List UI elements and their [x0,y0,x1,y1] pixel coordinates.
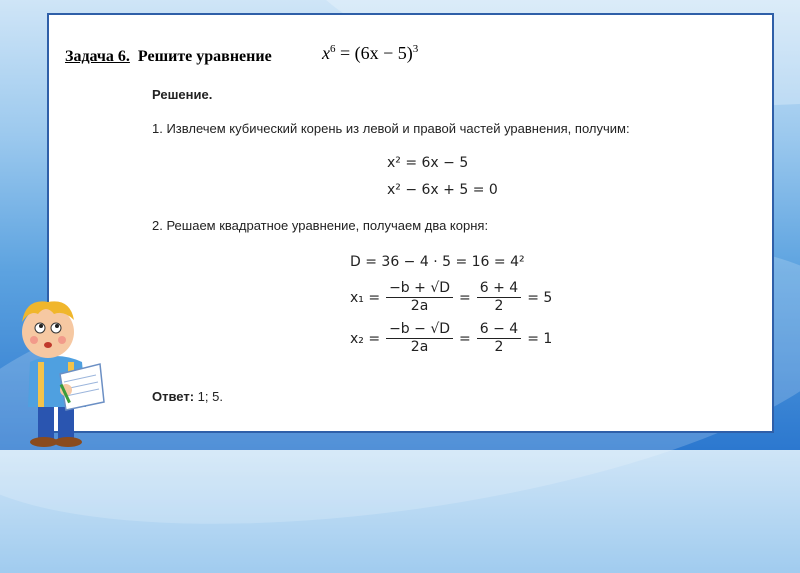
task-equation [322,43,418,64]
root-1-numeric-denominator: 2 [494,298,504,314]
answer-value: 1; 5. [194,389,223,404]
root-2-lhs: x₂ = [350,330,381,347]
root-1-general-numerator: −b + √D [386,280,453,298]
discriminant-equation: D = 36 − 4 · 5 = 16 = 4² [350,254,525,270]
step-1-text: 1. Извлечем кубический корень из левой и правой частей уравнения, получим: [152,121,630,136]
task-eq-exp-left: 6 [330,43,336,55]
root-1-numeric-numerator: 6 + 4 [477,280,521,298]
slide-panel [47,13,774,433]
equals-sign: = [459,289,471,306]
root-2-numeric-denominator: 2 [494,339,504,355]
root-2-formula [350,321,552,356]
root-2-general-denominator: 2a [410,339,429,355]
root-2-general-fraction [386,321,453,356]
cartoon-boy-illustration [8,292,108,447]
equation-1: x² = 6x − 5 [387,155,469,171]
root-1-formula [350,280,552,315]
root-2-numeric-fraction [477,321,521,356]
task-label: Задача 6. [65,48,130,65]
root-2-result: = 1 [527,330,553,347]
equals-sign: = [459,330,471,347]
root-2-numeric-numerator: 6 − 4 [477,321,521,339]
root-1-general-denominator: 2a [410,298,429,314]
answer-line [152,389,223,404]
root-1-result: = 5 [527,289,553,306]
root-1-numeric-fraction [477,280,521,315]
root-1-lhs: x₁ = [350,289,381,306]
step-2-text: 2. Решаем квадратное уравнение, получаем два корня: [152,218,489,233]
task-text: Решите уравнение [137,48,272,65]
task-eq-middle: = (6x − 5) [335,43,413,63]
task-eq-exp-right: 3 [412,43,419,55]
task-eq-base: x [322,43,330,63]
root-1-general-fraction [386,280,453,315]
answer-label: Ответ: [152,389,195,404]
solution-heading: Решение. [152,87,213,102]
task-line [65,48,272,66]
root-2-general-numerator: −b − √D [386,321,453,339]
equation-2: x² − 6x + 5 = 0 [387,182,498,198]
